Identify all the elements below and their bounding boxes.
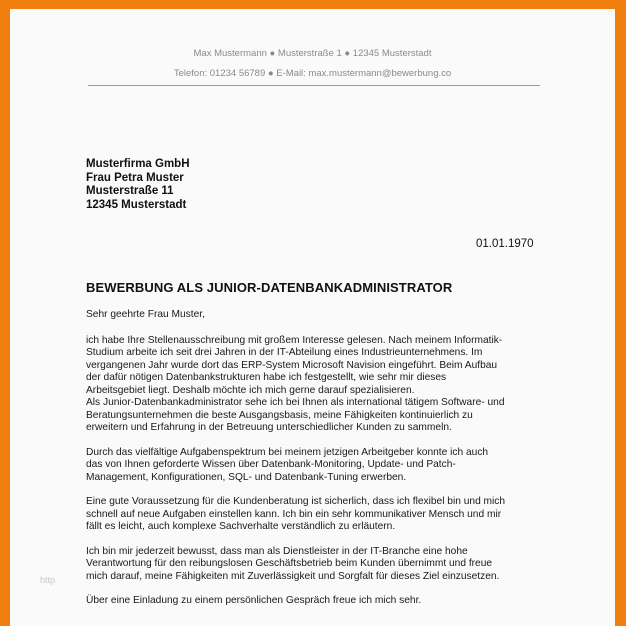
letter-paragraph [86, 595, 556, 608]
paragraph-line: Arbeitsgebiet liegt. Deshalb möchte ich mich gerne darauf spezialisieren. [86, 384, 415, 396]
paragraph-line: Als Junior-Datenbankadministrator sehe ich bei Ihnen als international tätigem Software- und [86, 397, 505, 408]
paragraph-line: vergangenen Jahr wurde dort das ERP-System Microsoft Navision eingeführt. Beim Aufbau [86, 359, 498, 371]
letter-paragraph [86, 546, 556, 584]
salutation: Sehr geehrte Frau Muster, [86, 309, 205, 320]
paragraph-line: schnell auf neue Aufgaben einstellen kann. Ich bin ein sehr kommunikativer Mensch und mir [86, 508, 502, 520]
recipient-name: Frau Petra Muster [86, 171, 184, 184]
letter-paragraphs [86, 335, 556, 608]
paragraph-line: Management, Konfigurationen, SQL- und Datenbank-Tuning erwerben. [86, 471, 407, 483]
paragraph-line: Über eine Einladung zu einem persönlichen Gespräch freue ich mich sehr. [86, 595, 422, 606]
paragraph-line: ich habe Ihre Stellenausschreibung mit großem Interesse gelesen. Nach meinem Informatik- [86, 334, 503, 346]
letter-paragraph [86, 447, 556, 485]
recipient-street: Musterstraße 11 [86, 185, 174, 197]
paragraph-line: erweitern und Erfahrung in der Betreuung unterschiedlicher Kunden zu sammeln. [86, 422, 452, 433]
paragraph-line: mich darauf, meine Fähigkeiten mit Zuverlässigkeit und Sorgfalt für dieses Ziel einzusetzen. [86, 570, 500, 582]
watermark: http [40, 575, 56, 585]
letter-subject: BEWERBUNG ALS JUNIOR-DATENBANKADMINISTRATOR [86, 280, 453, 295]
paragraph-line: Verantwortung für den reibungslosen Geschäftsbetrieb beim Kunden übernimmt und freue [86, 558, 493, 569]
sender-address-line: Max Mustermann ● Musterstraße 1 ● 12345 Musterstadt [193, 48, 432, 59]
paragraph-line: Beratungsunternehmen die beste Ausgangsbasis, meine Fähigkeiten kontinuierlich zu [86, 409, 473, 421]
letter-body [86, 309, 556, 620]
header-divider [88, 85, 540, 86]
letter-paragraph [86, 335, 556, 435]
paragraph-line: der dafür nötigen Datenbankstrukturen habe ich festgestellt, wie sehr mir dieses [86, 372, 447, 383]
recipient-city: 12345 Musterstadt [86, 198, 187, 211]
paragraph-line: Studium arbeite ich seit drei Jahren in der IT-Abteilung eines Industrieunternehmens. Im [86, 347, 483, 358]
letter-date: 01.01.1970 [476, 238, 534, 250]
sender-contact-line: Telefon: 01234 56789 ● E-Mail: max.mustermann@bewerbung.co [173, 68, 452, 79]
paragraph-line: das von Ihnen geforderte Wissen über Datenbank-Monitoring, Update- und Patch- [86, 459, 456, 470]
paragraph-line: fällt es leicht, auch komplexe Sachverhalte verständlich zu erläutern. [86, 521, 396, 532]
paragraph-line: Eine gute Voraussetzung für die Kundenberatung ist sicherlich, dass ich flexibel bin und mich [86, 496, 506, 507]
recipient-address-block [86, 158, 190, 212]
recipient-company: Musterfirma GmbH [86, 158, 190, 170]
letter-page [10, 9, 615, 626]
paragraph-line: Ich bin mir jederzeit bewusst, dass man als Dienstleister in der IT-Branche eine hohe [86, 545, 468, 557]
letter-paragraph [86, 496, 556, 534]
paragraph-line: Durch das vielfältige Aufgabenspektrum bei meinem jetzigen Arbeitgeber konnte ich auch [86, 446, 489, 458]
